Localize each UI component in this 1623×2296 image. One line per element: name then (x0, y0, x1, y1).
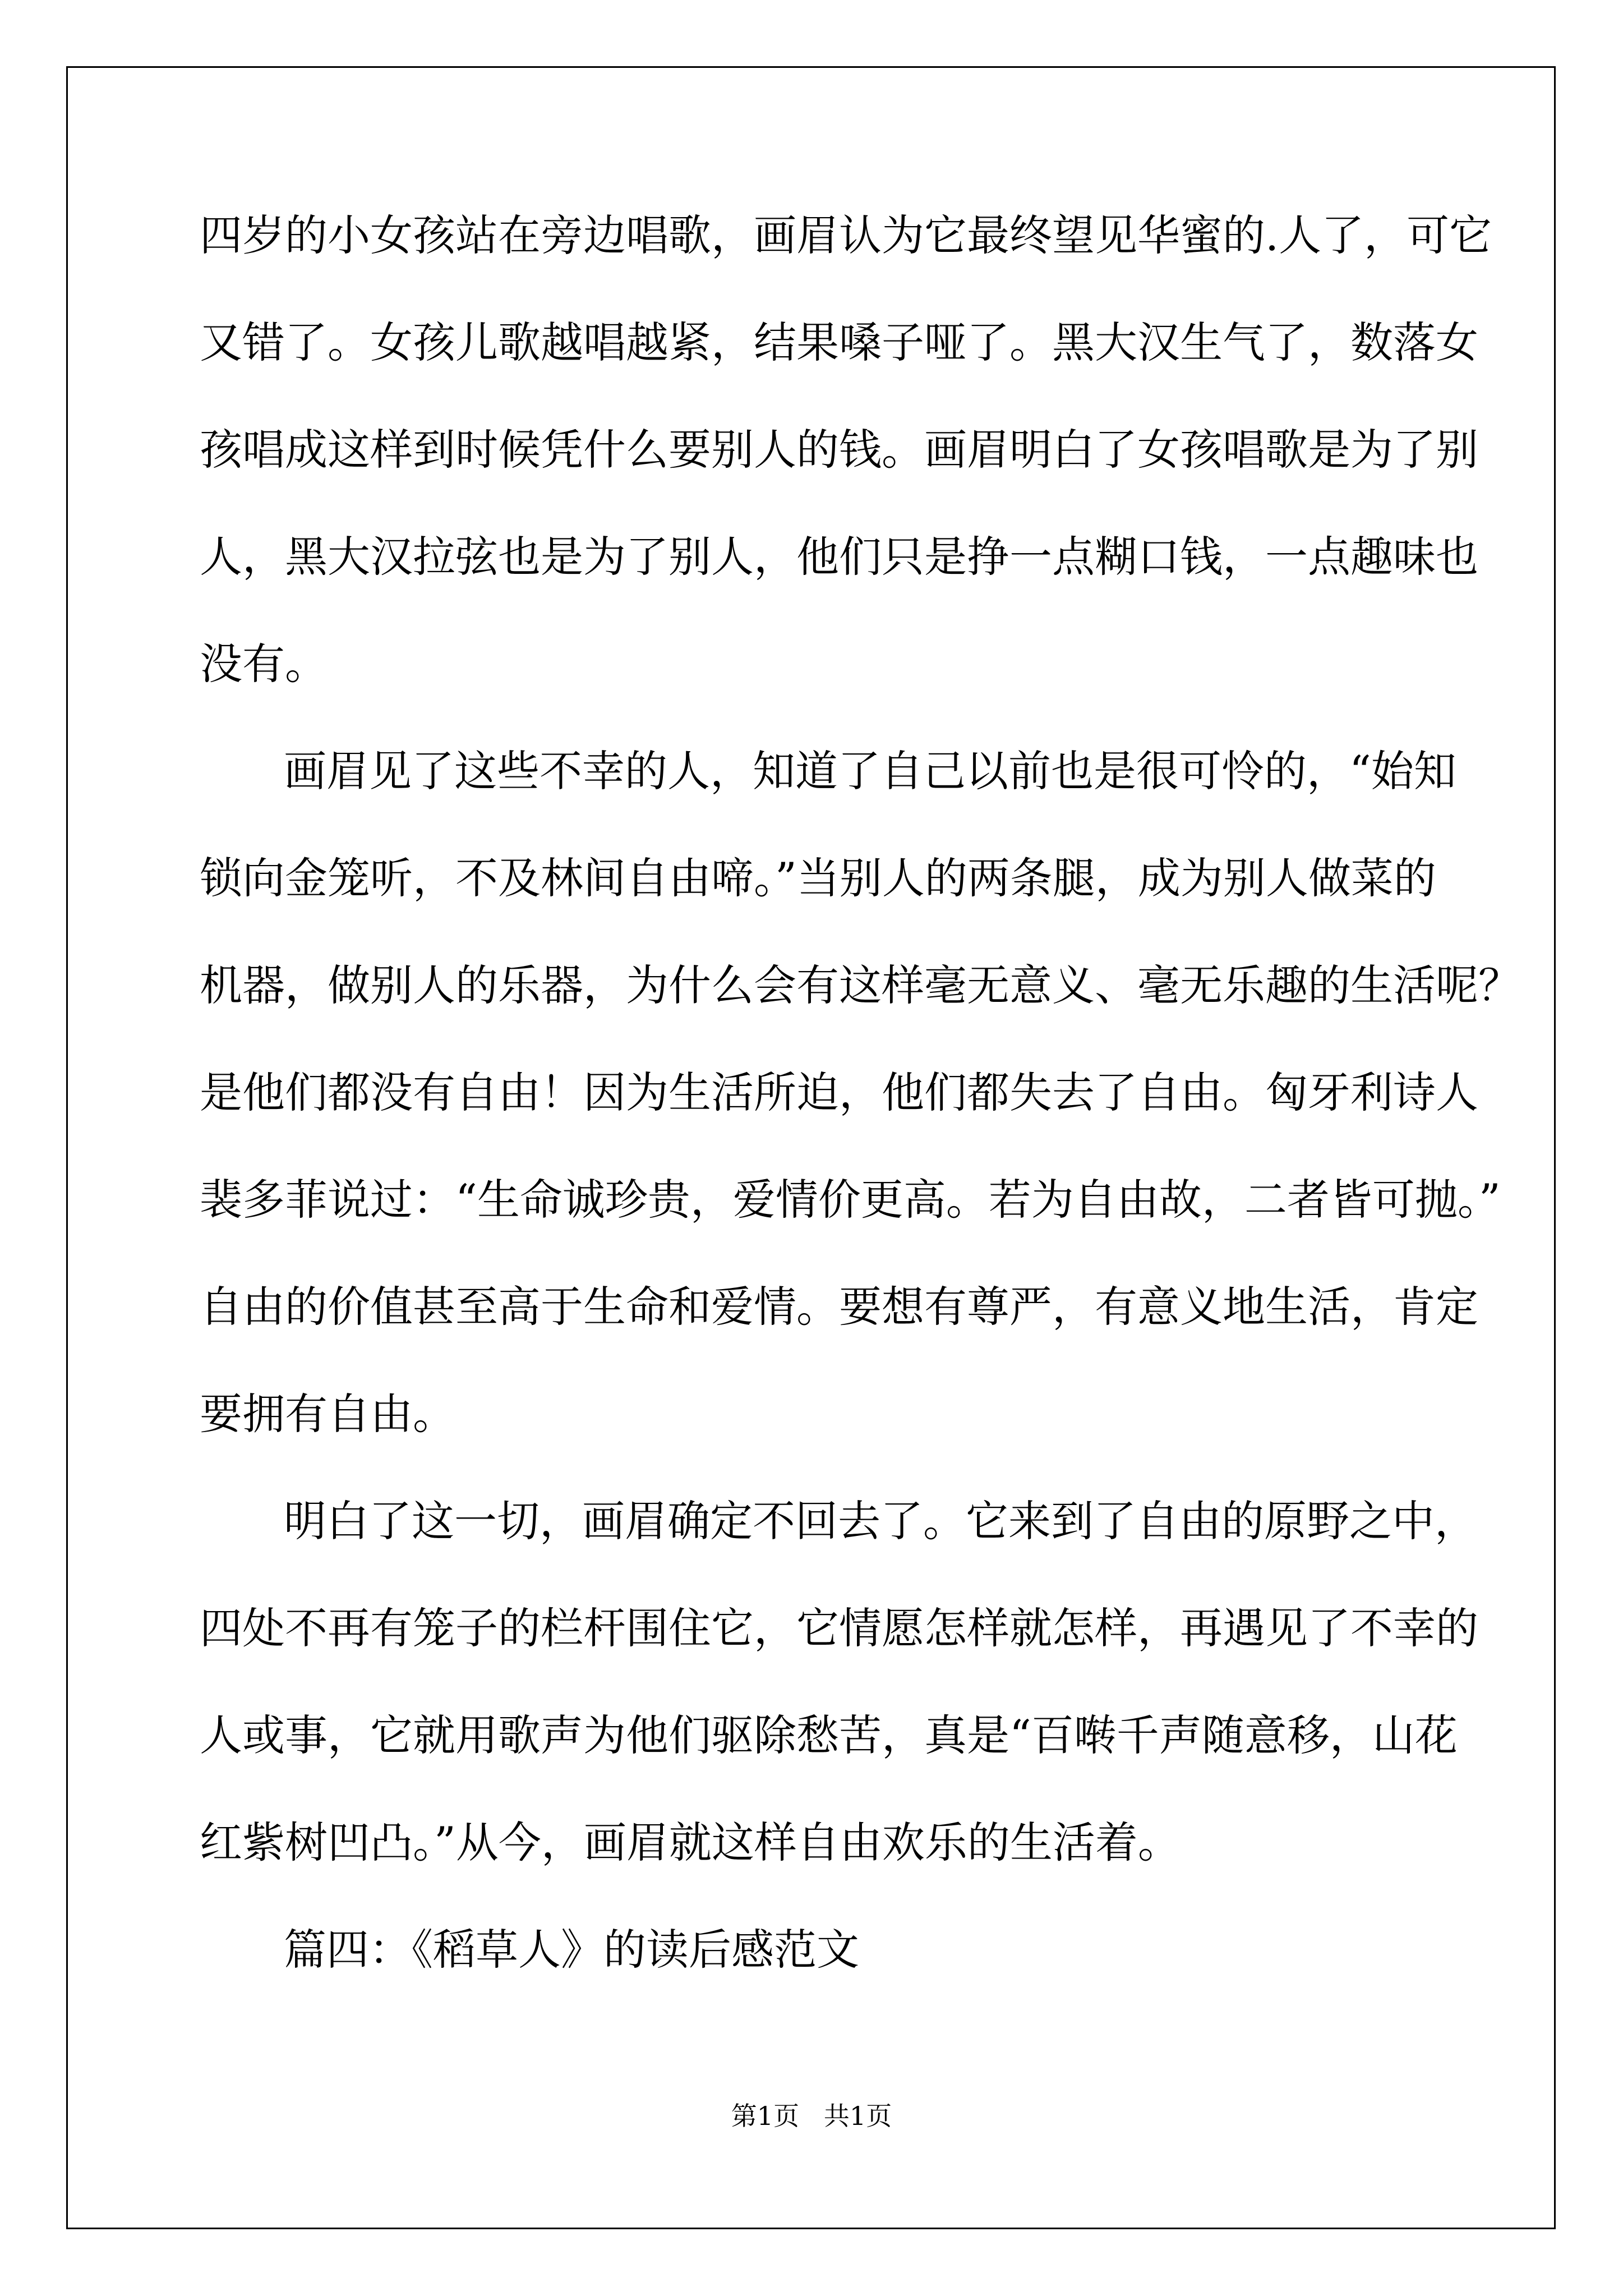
paragraph-1-line-5: 没有。 (200, 639, 328, 689)
paragraph-1-line-4: 人，黑大汉拉弦也是为了别人，他们只是挣一点糊口钱，一点趣味也 (200, 532, 1478, 582)
paragraph-1-line-1: 四岁的小女孩站在旁边唱歌，画眉认为它最终望见华蜜的.人了，可它 (200, 210, 1492, 260)
paragraph-3-line-4: 红紫树凹凸。”从今，画眉就这样自由欢乐的生活着。 (200, 1818, 1181, 1867)
paragraph-2-line-4: 是他们都没有自由！因为生活所迫，他们都失去了自由。匈牙利诗人 (200, 1068, 1478, 1117)
section-heading: 篇四：《稻草人》的读后感范文 (284, 1925, 859, 1975)
paragraph-1-line-2: 又错了。女孩儿歌越唱越紧，结果嗓子哑了。黑大汉生气了，数落女 (200, 318, 1478, 367)
paragraph-2-line-1: 画眉见了这些不幸的人，知道了自己以前也是很可怜的，“始知 (284, 746, 1456, 796)
paragraph-3-line-3: 人或事，它就用歌声为他们驱除愁苦，真是“百啭千声随意移，山花 (200, 1710, 1458, 1760)
paragraph-3-line-1: 明白了这一切，画眉确定不回去了。它来到了自由的原野之中， (284, 1496, 1477, 1546)
paragraph-3-line-2: 四处不再有笼子的栏杆围住它，它情愿怎样就怎样，再遇见了不幸的 (200, 1603, 1478, 1653)
page-border (66, 66, 1556, 2229)
paragraph-2-line-7: 要拥有自由。 (200, 1389, 455, 1439)
paragraph-1-line-3: 孩唱成这样到时候凭什么要别人的钱。画眉明白了女孩唱歌是为了别 (200, 425, 1478, 475)
paragraph-2-line-2: 锁向金笼听，不及林间自由啼。”当别人的两条腿，成为别人做菜的 (200, 853, 1436, 903)
paragraph-2-line-3: 机器，做别人的乐器，为什么会有这样毫无意义、毫无乐趣的生活呢？ (200, 960, 1521, 1010)
page-number-footer: 第1页 共1页 (731, 2101, 892, 2131)
paragraph-2-line-5: 裴多菲说过：“生命诚珍贵，爱情价更高。若为自由故，二者皆可抛。” (200, 1175, 1501, 1225)
paragraph-2-line-6: 自由的价值甚至高于生命和爱情。要想有尊严，有意义地生活，肯定 (200, 1282, 1478, 1332)
